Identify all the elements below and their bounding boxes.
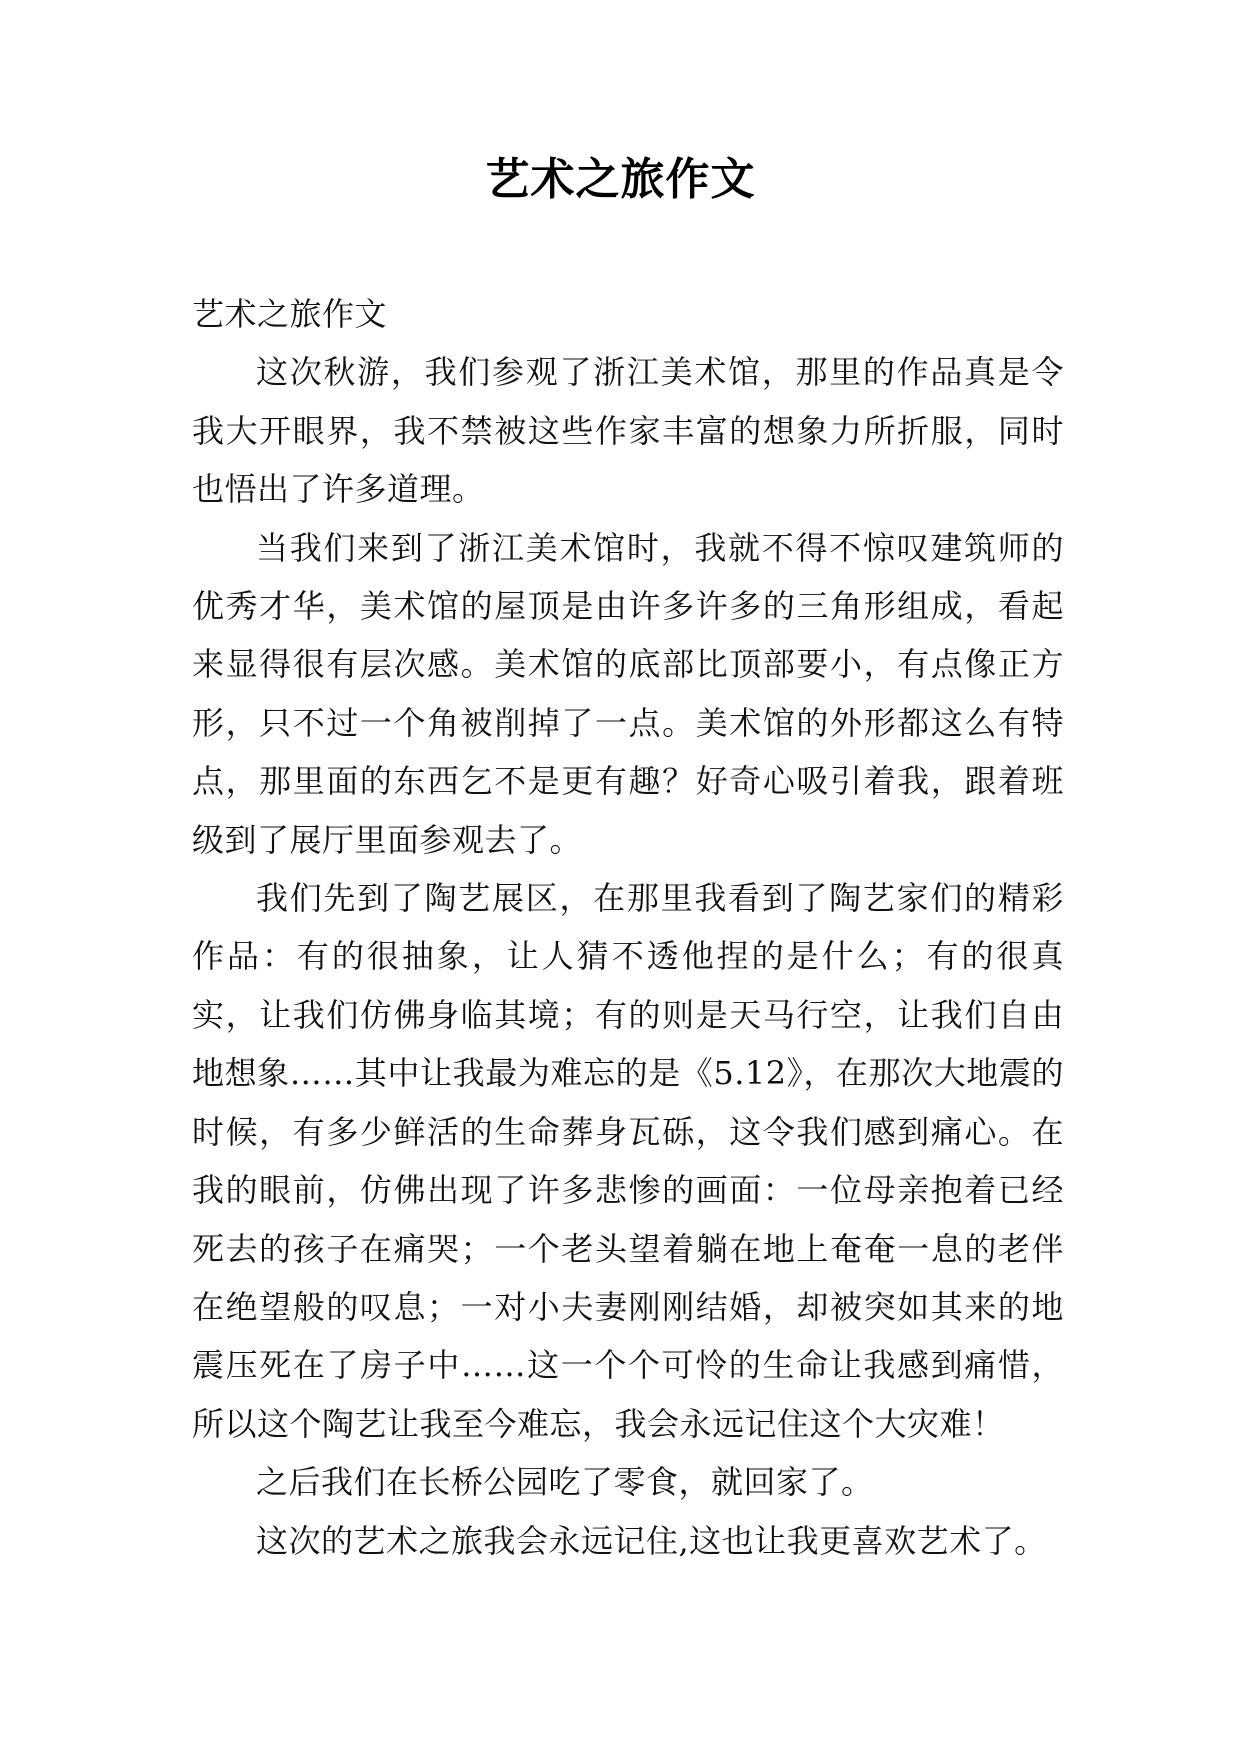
paragraph-3: 我们先到了陶艺展区，在那里我看到了陶艺家们的精彩作品：有的很抽象，让人猜不透他捏的是什么；有的很真实，让我们仿佛身临其境；有的则是天马行空，让我们自由地想象……其中让我最为难忘的是《5.12》，在那次大地震的时候，有多少鲜活的生命葬身瓦砾，这令我们感到痛心。在我的眼前，仿佛出现了许多悲惨的画面：一位母亲抱着已经死去的孩子在痛哭；一个老头望着躺在地上奄奄一息的老伴在绝望般的叹息；一对小夫妻刚刚结婚，却被突如其来的地震压死在了房子中……这一个个可怜的生命让我感到痛惜，所以这个陶艺让我至今难忘，我会永远记住这个大灾难！ (192, 879, 1064, 1443)
document-title: 艺术之旅作文 (485, 154, 756, 205)
paragraph-4: 之后我们在长桥公园吃了零食，就回家了。 (256, 1463, 874, 1502)
paragraph-5: 这次的艺术之旅我会永远记住,这也让我更喜欢艺术了。 (256, 1521, 1047, 1560)
paragraph-2: 当我们来到了浙江美术馆时，我就不得不惊叹建筑师的优秀才华，美术馆的屋顶是由许多许多的三角形组成，看起来显得很有层次感。美术馆的底部比顶部要小，有点像正方形，只不过一个角被削掉了一点。美术馆的外形都这么有特点，那里面的东西乞不是更有趣？好奇心吸引着我，跟着班级到了展厅里面参观去了。 (192, 528, 1064, 859)
document-body (192, 285, 1064, 1570)
document-subtitle: 艺术之旅作文 (192, 295, 388, 333)
paragraph-1: 这次秋游，我们参观了浙江美术馆，那里的作品真是令我大开眼界，我不禁被这些作家丰富的想象力所折服，同时也悟出了许多道理。 (192, 353, 1064, 509)
